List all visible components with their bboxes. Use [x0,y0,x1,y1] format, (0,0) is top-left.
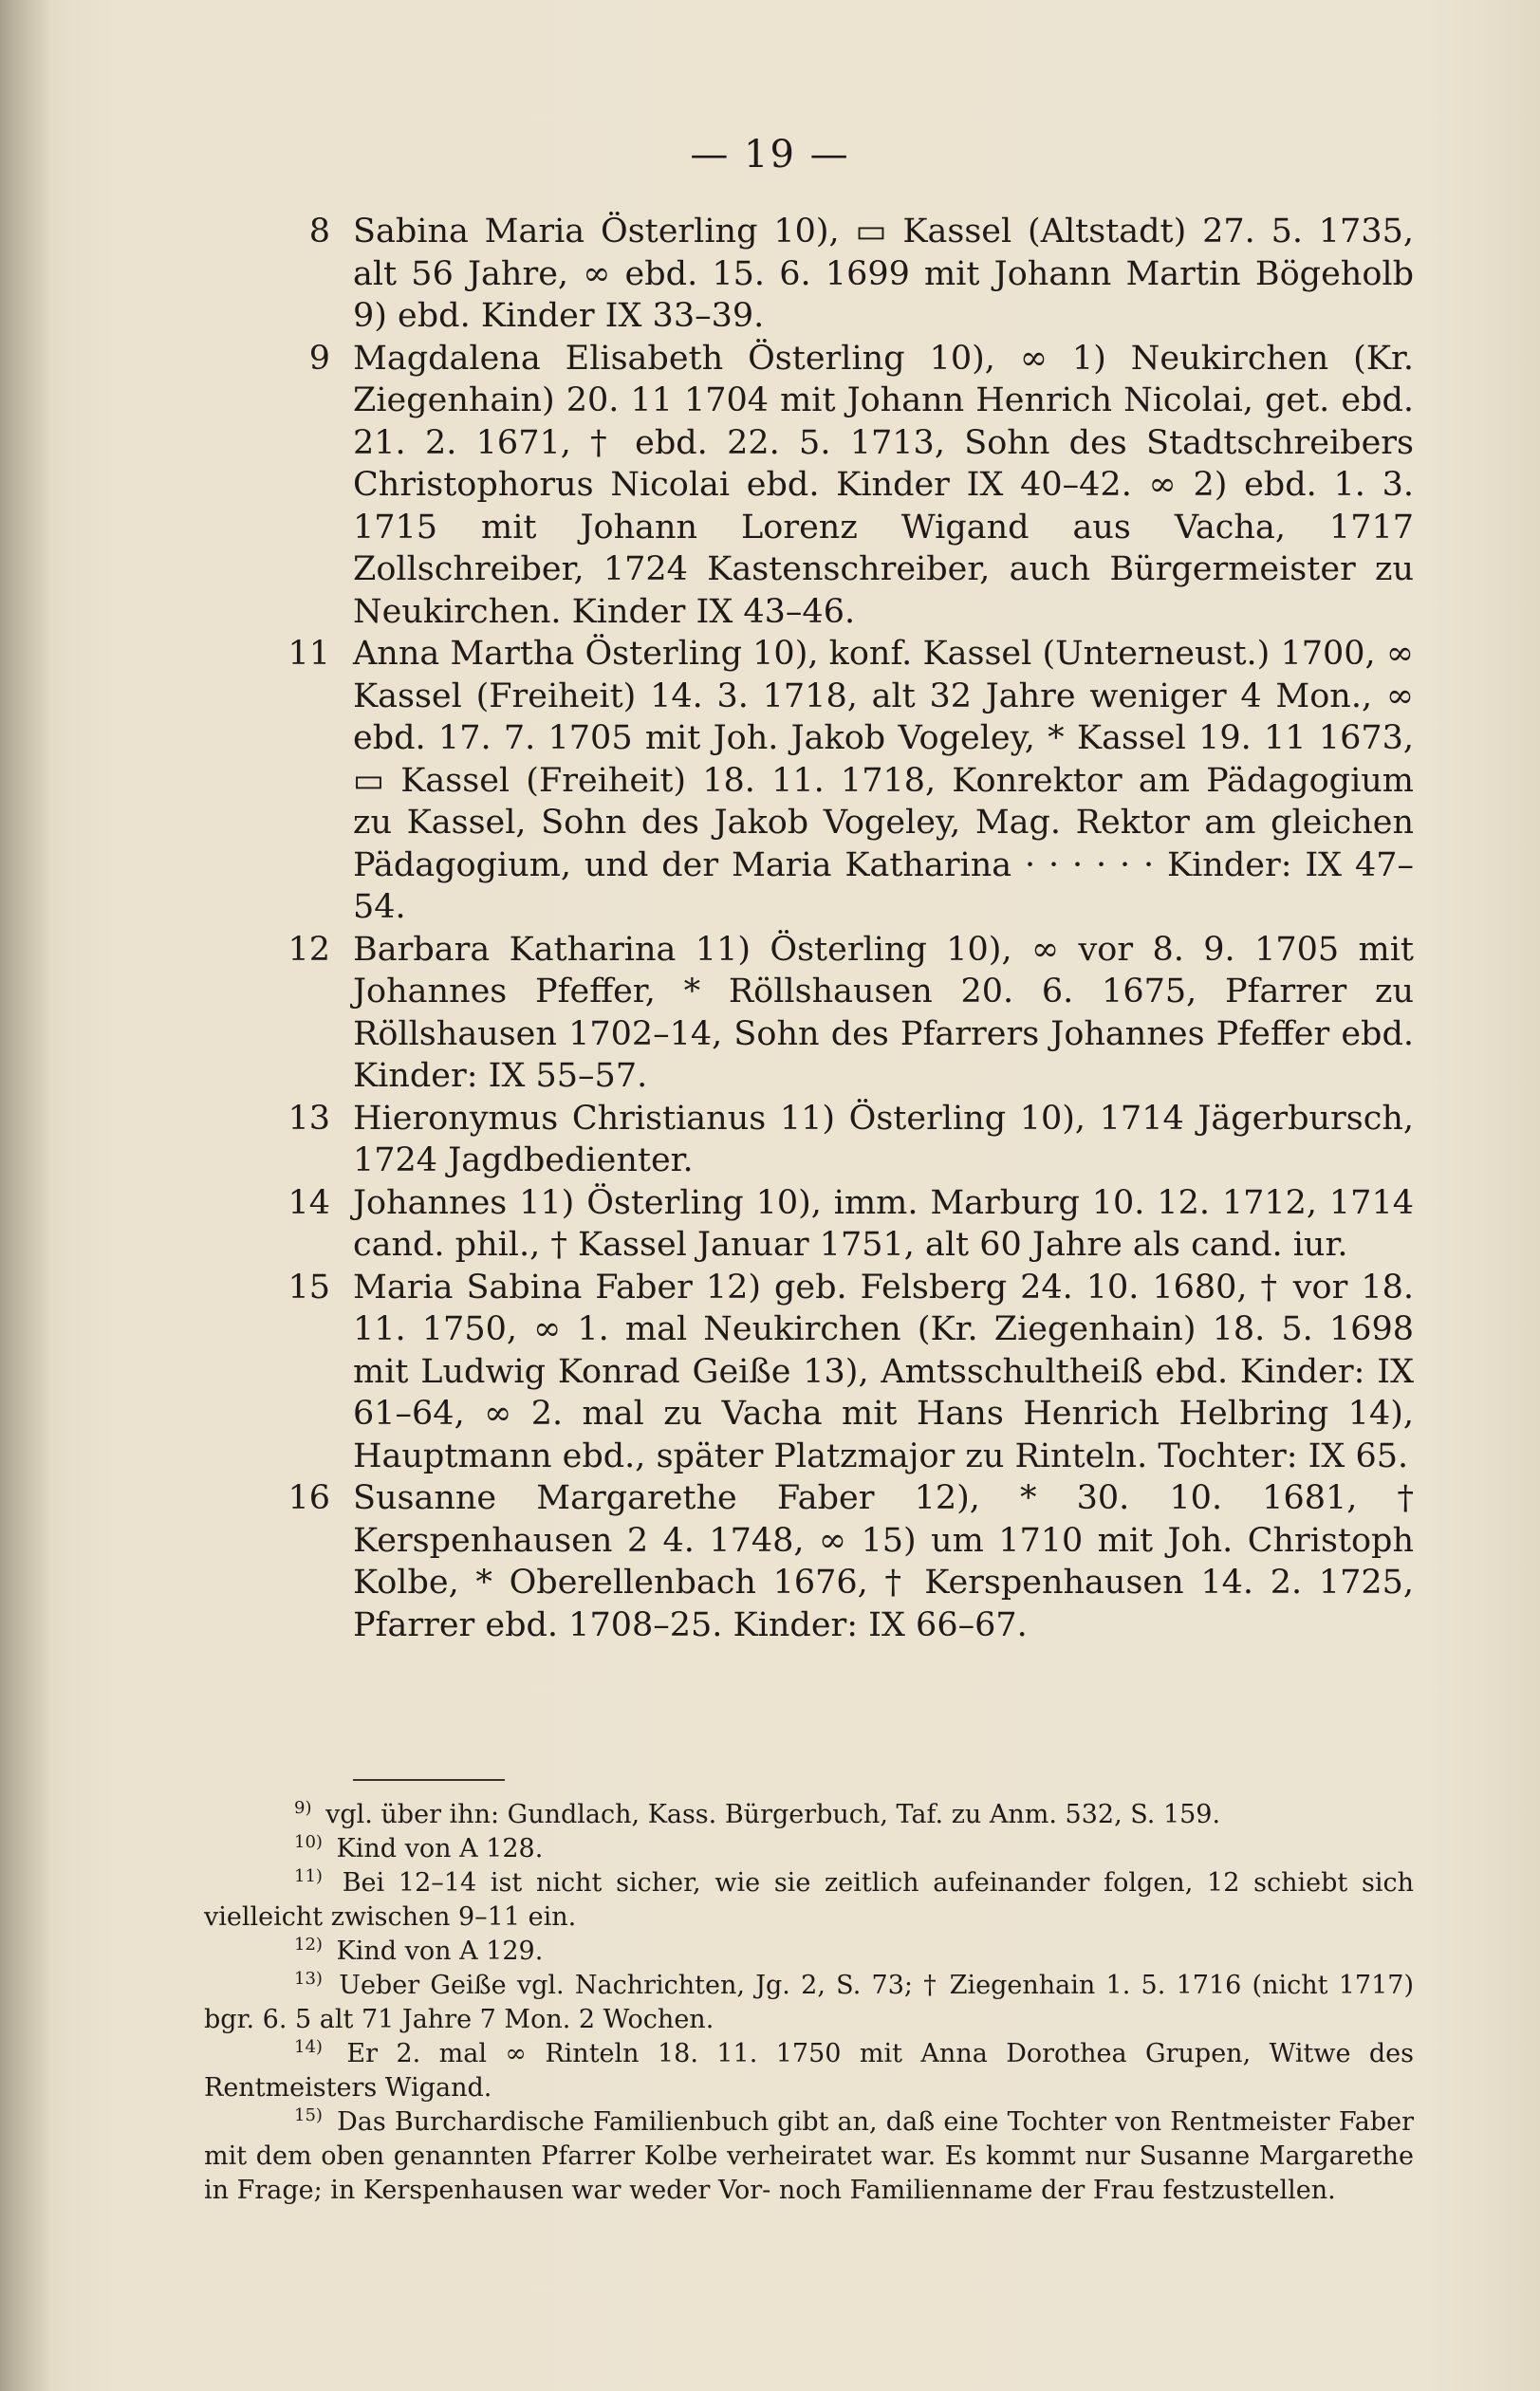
footnote-11 [204,1866,1414,1935]
footnote-mark: 12) [294,1935,323,1955]
entry-text: Barbara Katharina 11) Österling 10), ∞ vor 8. 9. 1705 mit Johannes Pfeffer, * Röllshausen 20. 6. 1675, Pfarrer zu Röllshausen 1702–14, Sohn des Pfarrers Johannes Pfeffer ebd. Kinder: IX 55–57. [353,930,1414,1095]
entry-number: 15 [288,1268,330,1307]
entry-text: Susanne Margarethe Faber 12), * 30. 10. 1681, † Kerspenhausen 2 4. 1748, ∞ 15) um 1710 mit Joh. Christoph Kolbe, * Oberellenbach 1676, † Kerspenhausen 14. 2. 1725, Pfarrer ebd. 1708–25. Kinder: IX 66–67. [353,1479,1414,1644]
entry-8 [285,211,1414,338]
entry-text: Hieronymus Christianus 11) Österling 10), 1714 Jägerbursch, 1724 Jagdbedienter. [353,1099,1414,1179]
footnote-text: Ueber Geiße vgl. Nachrichten, Jg. 2, S. 73; † Ziegenhain 1. 5. 1716 (nicht 1717) bgr. 6. 5 alt 71 Jahre 7 Mon. 2 Wochen. [204,1971,1414,2034]
footnote-9 [204,1798,1414,1832]
footnote-text: Bei 12–14 ist nicht sicher, wie sie zeitlich aufeinander folgen, 12 schiebt sich vielleicht zwischen 9–11 ein. [204,1868,1415,1932]
entry-9 [285,338,1414,634]
footnote-text: Kind von A 129. [336,1937,544,1966]
entry-text: Johannes 11) Österling 10), imm. Marburg 10. 12. 1712, 1714 cand. phil., † Kassel Januar 1751, alt 60 Jahre als cand. iur. [353,1183,1414,1264]
footnote-mark: 13) [294,1969,323,1989]
footnote-12 [204,1935,1414,1969]
footnote-14 [204,2037,1414,2105]
entry-number: 8 [308,213,330,250]
footnote-mark: 14) [294,2037,323,2057]
entry-text: Sabina Maria Österling 10), ▭ Kassel (Altstadt) 27. 5. 1735, alt 56 Jahre, ∞ ebd. 15. 6. 1699 mit Johann Martin Bögeholb 9) ebd. Kinder IX 33–39. [353,213,1414,335]
footnote-text: Das Burchardische Familienbuch gibt an, daß eine Tochter von Rentmeister Faber mit dem oben genannten Pfarrer Kolbe verheiratet war. Es kommt nur Susanne Margarethe in Frage; in Kerspenhausen war weder Vor- noch Familienname der Frau festzustellen. [204,2107,1414,2205]
entry-13 [285,1098,1414,1182]
entry-text: Anna Martha Österling 10), konf. Kassel (Unterneust.) 1700, ∞ Kassel (Freiheit) 14. 3. 1718, alt 32 Jahre weniger 4 Mon., ∞ ebd. 17. 7. 1705 mit Joh. Jakob Vogeley, * Kassel 19. 11 1673, ▭ Kassel (Freiheit) 18. 11. 1718, Konrektor am Pädagogium zu Kassel, Sohn des Jakob Vogeley, Mag. Rektor am gleichen Pädagogium, und der Maria Katharina · · · · · · Kinder: IX 47–54. [353,635,1414,926]
entry-11 [285,633,1414,929]
entry-number: 9 [308,339,330,378]
footnote-13 [204,1969,1414,2037]
footnote-mark: 11) [294,1866,323,1886]
footnote-text: Er 2. mal ∞ Rinteln 18. 11. 1750 mit Anna Dorothea Grupen, Witwe des Rentmeisters Wigand. [204,2039,1415,2103]
footnote-15 [204,2105,1414,2208]
binding-shadow [0,0,52,2391]
footnote-text: vgl. über ihn: Gundlach, Kass. Bürgerbuch, Taf. zu Anm. 532, S. 159. [325,1800,1221,1829]
footnotes [204,1798,1414,2208]
entry-text: Maria Sabina Faber 12) geb. Felsberg 24. 10. 1680, † vor 18. 11. 1750, ∞ 1. mal Neukirchen (Kr. Ziegenhain) 18. 5. 1698 mit Ludwig Konrad Geiße 13), Amtsschultheiß ebd. Kinder: IX 61–64, ∞ 2. mal zu Vacha mit Hans Henrich Helbring 14), Hauptmann ebd., später Platzmajor zu Rinteln. Tochter: IX 65. [353,1268,1414,1475]
footnote-text: Kind von A 128. [336,1834,544,1863]
entry-16 [285,1477,1414,1646]
entry-15 [285,1267,1414,1478]
entry-number: 16 [288,1479,330,1517]
footnote-mark: 9) [294,1798,312,1818]
genealogy-entries [285,211,1414,1646]
entry-number: 14 [288,1183,330,1222]
entry-number: 12 [288,930,330,969]
entry-number: 13 [288,1099,330,1138]
entry-12 [285,929,1414,1098]
footnote-mark: 10) [294,1832,323,1852]
footnote-divider [353,1779,505,1781]
footnote-10 [204,1832,1414,1866]
footnote-mark: 15) [294,2105,323,2125]
entry-number: 11 [288,635,330,673]
entry-14 [285,1182,1414,1267]
entry-text: Magdalena Elisabeth Österling 10), ∞ 1) Neukirchen (Kr. Ziegenhain) 20. 11 1704 mit Johann Henrich Nicolai, get. ebd. 21. 2. 1671, † ebd. 22. 5. 1713, Sohn des Stadtschreibers Christophorus Nicolai ebd. Kinder IX 40–42. ∞ 2) ebd. 1. 3. 1715 mit Johann Lorenz Wigand aus Vacha, 1717 Zollschreiber, 1724 Kastenschreiber, auch Bürgermeister zu Neukirchen. Kinder IX 43–46. [353,339,1414,631]
page-number: — 19 — [690,133,850,176]
